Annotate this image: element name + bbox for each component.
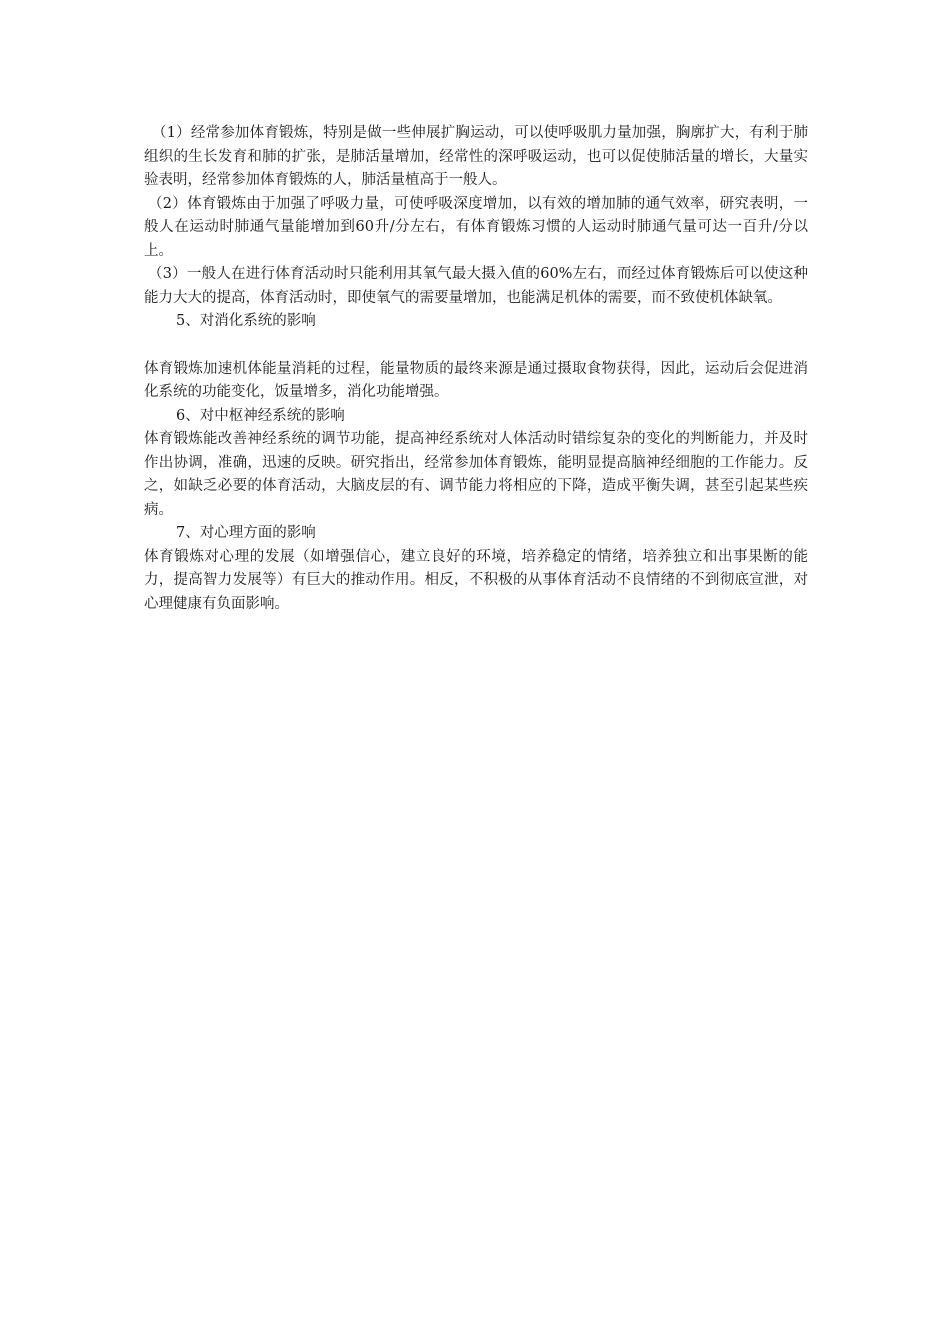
paragraph-lung-capacity: （1）经常参加体育锻炼，特别是做一些伸展扩胸运动，可以使呼吸肌力量加强，胸廓扩大，有利于肺组织的生长发育和肺的扩张，是肺活量增加，经常性的深呼吸运动，也可以促使肺活量的增长，大量实验表明，经常参加体育锻炼的人，肺活量植高于一般人。 <box>144 125 808 188</box>
heading-psychology: 7、对心理方面的影响 <box>176 525 316 541</box>
paragraph-nervous-system: 体育锻炼能改善神经系统的调节功能，提高神经系统对人体活动时错综复杂的变化的判断能力，并及时作出协调，准确，迅速的反映。研究指出，经常参加体育锻炼，能明显提高脑神经细胞的工作能力。反之，如缺乏必要的体育活动，大脑皮层的有、调节能力将相应的下降，造成平衡失调，甚至引起某些疾病。 <box>144 431 808 518</box>
paragraph-oxygen-uptake: （3）一般人在进行体育活动时只能利用其氧气最大摄入值的60%左右，而经过体育锻炼后可以使这种能力大大的提高，体育活动时，即使氧气的需要量增加，也能满足机体的需要，而不致使机体缺氧。 <box>144 266 808 306</box>
document-body <box>144 122 808 616</box>
heading-nervous-system: 6、对中枢神经系统的影响 <box>176 407 345 424</box>
paragraph-ventilation: （2）体育锻炼由于加强了呼吸力量，可使呼吸深度增加，以有效的增加肺的通气效率，研究表明，一般人在运动时肺通气量能增加到60升/分左右，有体育锻炼习惯的人运动时肺通气量可达一百升/分以上。 <box>144 195 808 259</box>
paragraph-digestive-system: 体育锻炼加速机体能量消耗的过程，能量物质的最终来源是通过摄取食物获得，因此，运动后会促进消化系统的功能变化，饭量增多，消化功能增强。 <box>144 360 808 400</box>
spacer <box>144 334 808 358</box>
paragraph-psychology: 体育锻炼对心理的发展（如增强信心，建立良好的环境，培养稳定的情绪，培养独立和出事果断的能力，提高智力发展等）有巨大的推动作用。相反，不积极的从事体育活动不良情绪的不到彻底宣泄，对心理健康有负面影响。 <box>144 548 808 612</box>
heading-digestive-system: 5、对消化系统的影响 <box>176 313 316 329</box>
